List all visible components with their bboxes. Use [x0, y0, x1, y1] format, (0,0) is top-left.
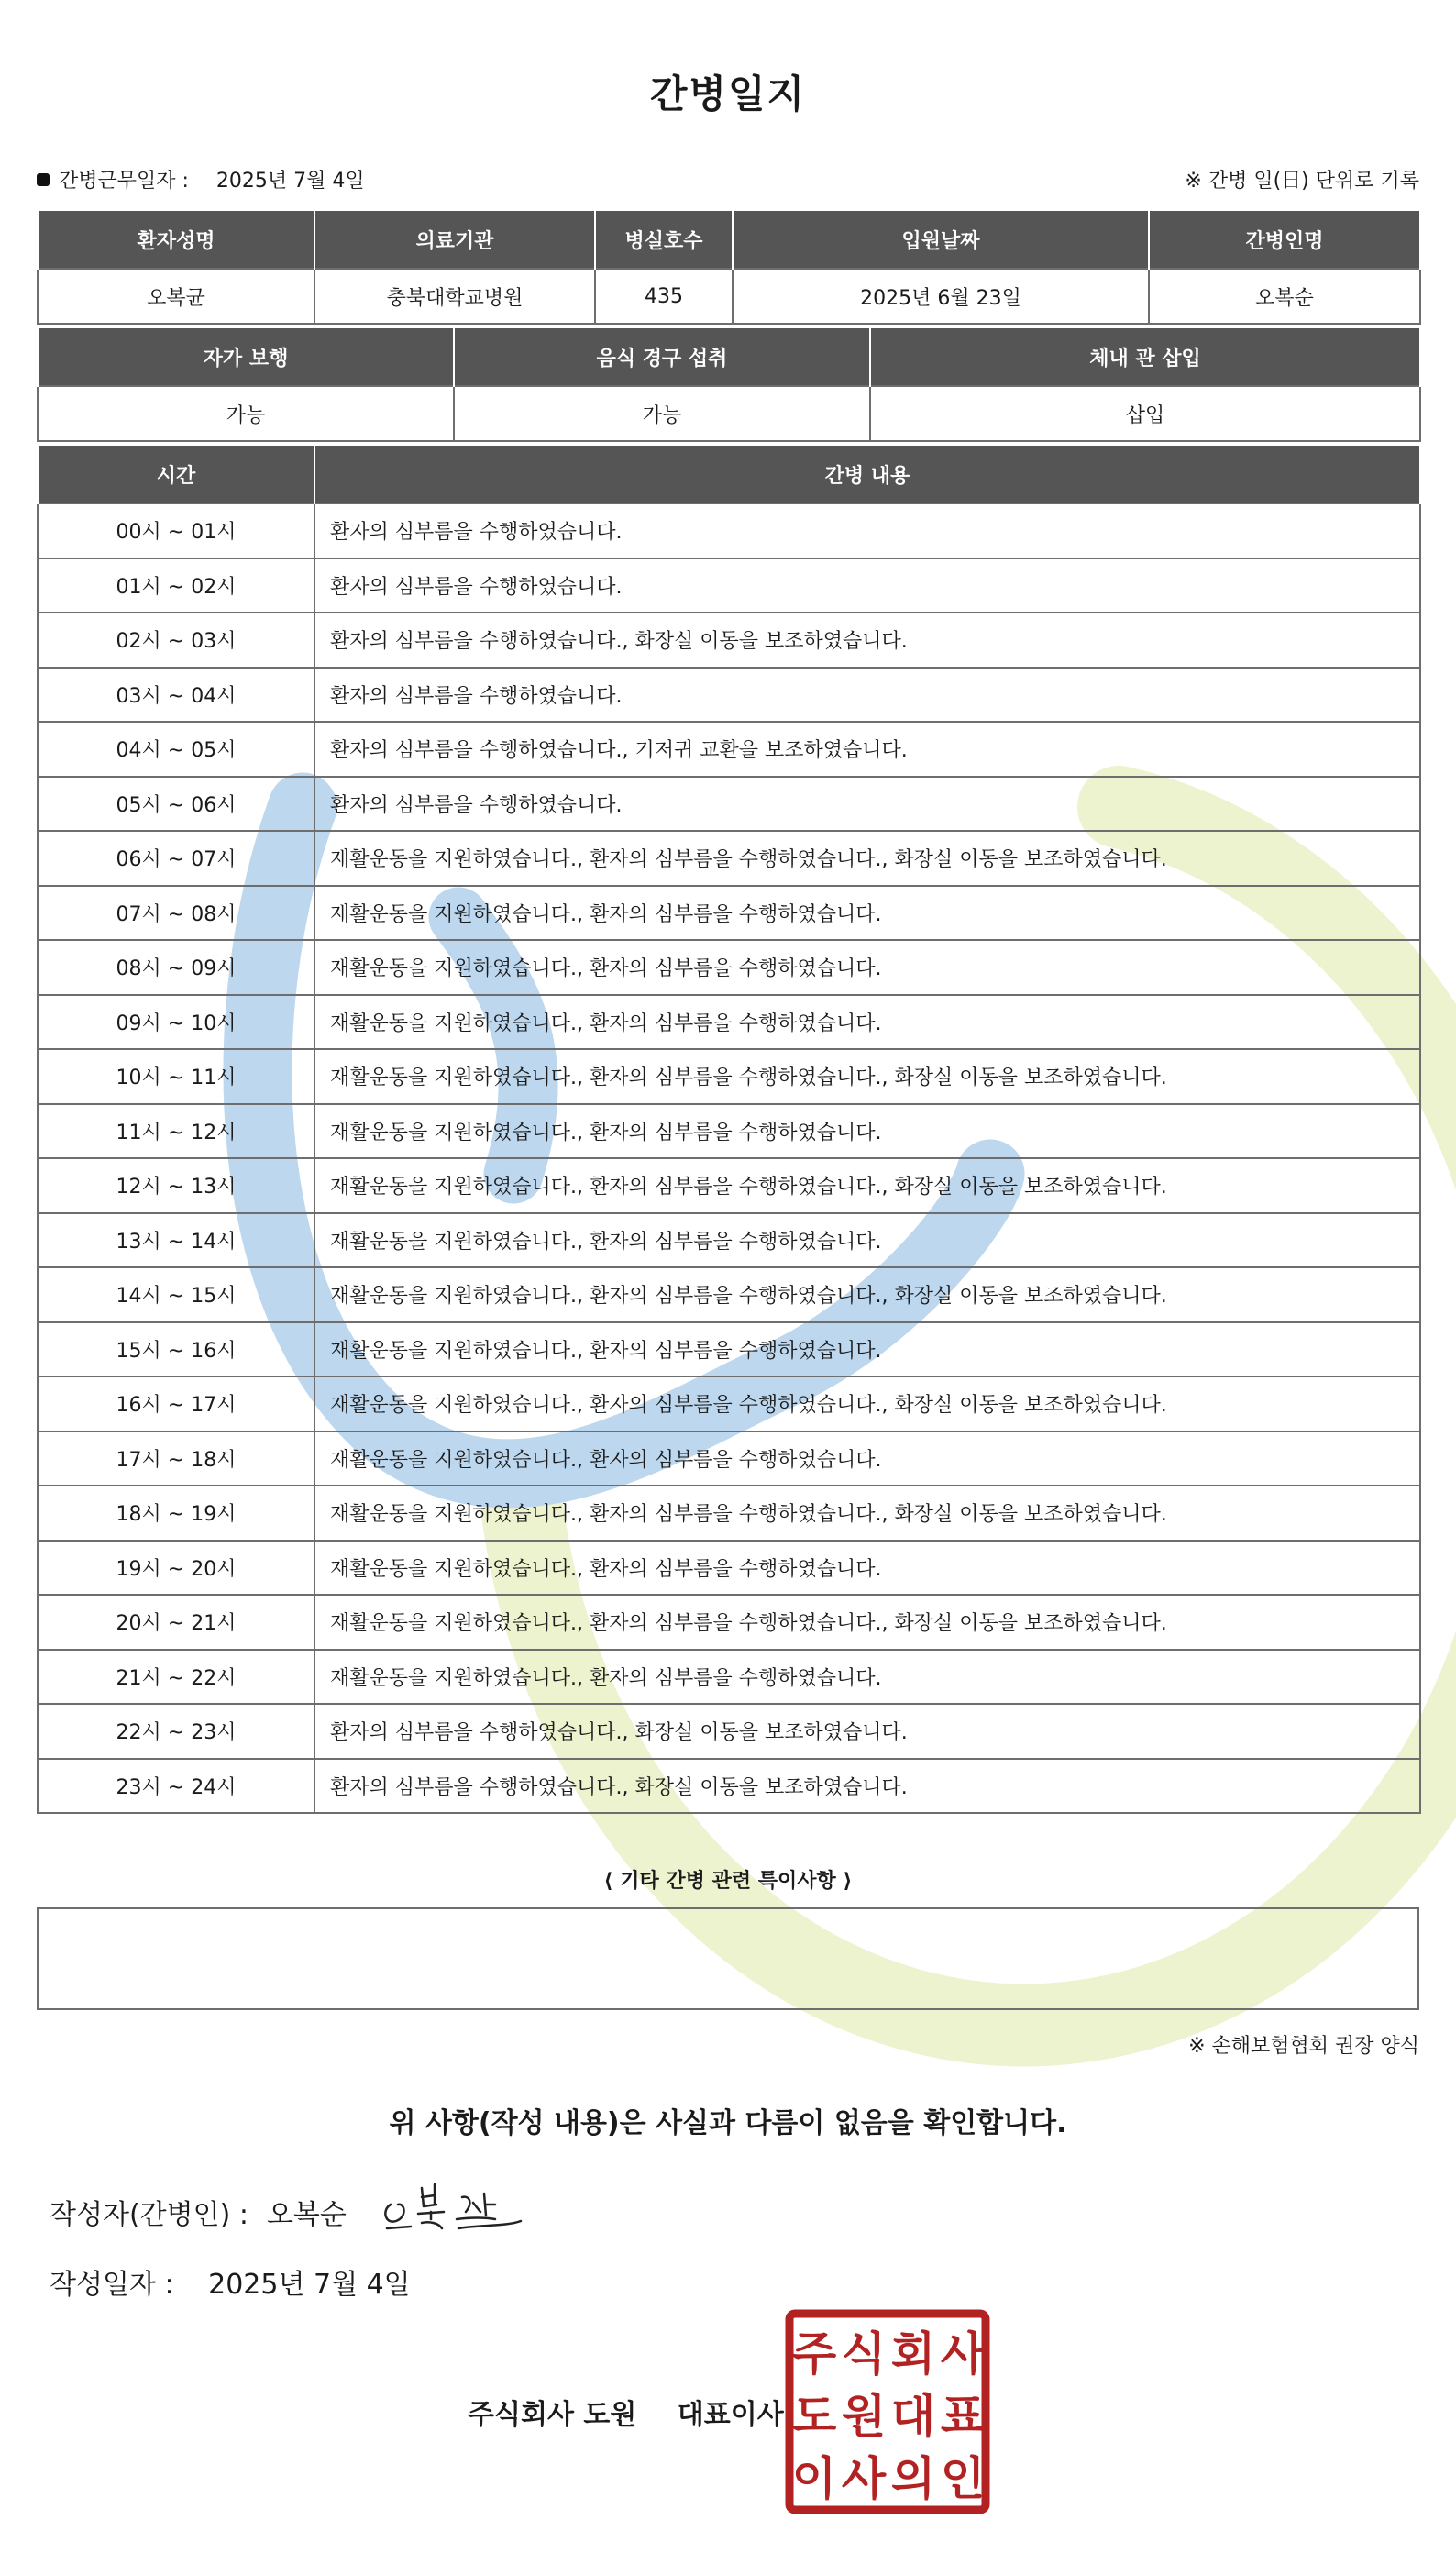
ceo-title: 대표이사 — [677, 2399, 784, 2431]
notes-title: ⟨ 기타 간병 관련 특이사항 ⟩ — [603, 1870, 853, 1893]
seal-character: 식 — [841, 2327, 887, 2381]
association-note: ※ 손해보험협회 권장 양식 — [1188, 2035, 1419, 2058]
log-content: 재활운동을 지원하였습니다., 환자의 심부름을 수행하였습니다., 화장실 이동을 보조하였습니다. — [314, 1595, 1420, 1650]
log-time: 09시 ~ 10시 — [38, 995, 314, 1050]
log-time: 13시 ~ 14시 — [38, 1213, 314, 1268]
log-header-row — [38, 446, 1420, 503]
status-value-row — [38, 386, 1420, 441]
log-time: 23시 ~ 24시 — [38, 1759, 314, 1814]
work-date — [37, 165, 365, 193]
seal-character: 표 — [940, 2390, 986, 2443]
room-number-header: 병실호수 — [595, 211, 733, 269]
admission-date: 2025년 6월 23일 — [733, 269, 1149, 324]
self-walking: 가능 — [38, 386, 454, 441]
log-content: 재활운동을 지원하였습니다., 환자의 심부름을 수행하였습니다. — [314, 1431, 1420, 1486]
time-header: 시간 — [38, 446, 314, 503]
log-row — [38, 1759, 1420, 1814]
log-time: 06시 ~ 07시 — [38, 831, 314, 886]
log-content: 환자의 심부름을 수행하였습니다., 화장실 이동을 보조하였습니다. — [314, 1704, 1420, 1759]
log-time: 14시 ~ 15시 — [38, 1267, 314, 1322]
log-content: 재활운동을 지원하였습니다., 환자의 심부름을 수행하였습니다. — [314, 995, 1420, 1050]
log-row — [38, 777, 1420, 832]
seal-character: 대 — [890, 2390, 936, 2443]
log-row — [38, 1104, 1420, 1159]
log-time: 04시 ~ 05시 — [38, 722, 314, 777]
log-row — [38, 1376, 1420, 1431]
patient-info-table — [37, 211, 1421, 325]
log-row — [38, 1049, 1420, 1104]
log-row — [38, 558, 1420, 613]
log-time: 18시 ~ 19시 — [38, 1486, 314, 1541]
log-content: 재활운동을 지원하였습니다., 환자의 심부름을 수행하였습니다. — [314, 1104, 1420, 1159]
log-row — [38, 940, 1420, 995]
log-content: 환자의 심부름을 수행하였습니다. — [314, 558, 1420, 613]
log-content: 재활운동을 지원하였습니다., 환자의 심부름을 수행하였습니다., 화장실 이동을 보조하였습니다. — [314, 1158, 1420, 1213]
log-time: 03시 ~ 04시 — [38, 668, 314, 723]
log-time: 15시 ~ 16시 — [38, 1322, 314, 1377]
seal-character: 원 — [841, 2390, 887, 2443]
care-content-header: 간병 내용 — [314, 446, 1420, 503]
seal-character: 사 — [841, 2452, 887, 2505]
patient-value-row — [38, 269, 1420, 324]
log-body — [38, 503, 1420, 1813]
log-content: 재활운동을 지원하였습니다., 환자의 심부름을 수행하였습니다. — [314, 1650, 1420, 1705]
care-log-table — [37, 446, 1421, 1814]
log-content: 재활운동을 지원하였습니다., 환자의 심부름을 수행하였습니다., 화장실 이동을 보조하였습니다. — [314, 1049, 1420, 1104]
log-time: 21시 ~ 22시 — [38, 1650, 314, 1705]
log-row — [38, 886, 1420, 941]
log-content: 재활운동을 지원하였습니다., 환자의 심부름을 수행하였습니다. — [314, 886, 1420, 941]
oral-intake: 가능 — [454, 386, 870, 441]
patient-status-table — [37, 328, 1421, 442]
daily-record-note: ※ 간병 일(日) 단위로 기록 — [1185, 170, 1419, 193]
room-number: 435 — [595, 269, 733, 324]
writer-label: 작성자(간병인) : — [50, 2199, 248, 2231]
log-time: 02시 ~ 03시 — [38, 613, 314, 668]
log-time: 22시 ~ 23시 — [38, 1704, 314, 1759]
log-row — [38, 995, 1420, 1050]
notes-box — [37, 1907, 1419, 2010]
log-content: 환자의 심부름을 수행하였습니다., 화장실 이동을 보조하였습니다. — [314, 1759, 1420, 1814]
status-header-row — [38, 328, 1420, 386]
seal-character: 인 — [940, 2452, 986, 2505]
log-content: 환자의 심부름을 수행하였습니다. — [314, 503, 1420, 558]
log-row — [38, 1486, 1420, 1541]
seal-character: 의 — [890, 2452, 936, 2505]
tube-insertion-header: 체내 관 삽입 — [870, 328, 1420, 386]
seal-character: 도 — [791, 2390, 837, 2443]
square-bullet-icon — [37, 173, 50, 186]
caregiver-name-header: 간병인명 — [1149, 211, 1420, 269]
log-time: 11시 ~ 12시 — [38, 1104, 314, 1159]
oral-intake-header: 음식 경구 섭취 — [454, 328, 870, 386]
self-walking-header: 자가 보행 — [38, 328, 454, 386]
hospital-header: 의료기관 — [314, 211, 595, 269]
log-content: 환자의 심부름을 수행하였습니다. — [314, 668, 1420, 723]
log-content: 환자의 심부름을 수행하였습니다., 기저귀 교환을 보조하였습니다. — [314, 722, 1420, 777]
log-row — [38, 1650, 1420, 1705]
seal-character: 주 — [791, 2327, 837, 2381]
log-time: 00시 ~ 01시 — [38, 503, 314, 558]
log-row — [38, 1541, 1420, 1596]
log-content: 재활운동을 지원하였습니다., 환자의 심부름을 수행하였습니다., 화장실 이동을 보조하였습니다. — [314, 831, 1420, 886]
log-content: 재활운동을 지원하였습니다., 환자의 심부름을 수행하였습니다., 화장실 이동을 보조하였습니다. — [314, 1486, 1420, 1541]
seal-character: 회 — [890, 2327, 936, 2381]
work-date-label: 간병근무일자 : — [59, 170, 189, 193]
log-row — [38, 1704, 1420, 1759]
company-name: 주식회사 도원 — [468, 2399, 637, 2431]
written-date-value: 2025년 7월 4일 — [208, 2269, 411, 2301]
log-time: 19시 ~ 20시 — [38, 1541, 314, 1596]
log-time: 01시 ~ 02시 — [38, 558, 314, 613]
log-time: 12시 ~ 13시 — [38, 1158, 314, 1213]
writer-name: 오복순 — [266, 2199, 347, 2231]
log-content: 환자의 심부름을 수행하였습니다., 화장실 이동을 보조하였습니다. — [314, 613, 1420, 668]
log-row — [38, 831, 1420, 886]
log-time: 16시 ~ 17시 — [38, 1376, 314, 1431]
log-row — [38, 722, 1420, 777]
written-date-line — [50, 2261, 411, 2302]
meta-row — [37, 165, 1419, 198]
writer-line — [50, 2192, 347, 2232]
seal-character: 사 — [940, 2327, 986, 2381]
log-content: 재활운동을 지원하였습니다., 환자의 심부름을 수행하였습니다. — [314, 1541, 1420, 1596]
log-content: 재활운동을 지원하였습니다., 환자의 심부름을 수행하였습니다. — [314, 940, 1420, 995]
hospital: 충북대학교병원 — [314, 269, 595, 324]
log-row — [38, 1595, 1420, 1650]
caregiver-name: 오복순 — [1149, 269, 1420, 324]
confirmation-statement: 위 사항(작성 내용)은 사실과 다름이 없음을 확인합니다. — [389, 2107, 1067, 2139]
admission-date-header: 입원날짜 — [733, 211, 1149, 269]
log-content: 재활운동을 지원하였습니다., 환자의 심부름을 수행하였습니다., 화장실 이동을 보조하였습니다. — [314, 1376, 1420, 1431]
log-time: 20시 ~ 21시 — [38, 1595, 314, 1650]
handwritten-signature — [378, 2175, 524, 2239]
log-row — [38, 1431, 1420, 1486]
log-content: 재활운동을 지원하였습니다., 환자의 심부름을 수행하였습니다. — [314, 1213, 1420, 1268]
tube-insertion: 삽입 — [870, 386, 1420, 441]
log-content: 환자의 심부름을 수행하였습니다. — [314, 777, 1420, 832]
log-row — [38, 1158, 1420, 1213]
written-date-label: 작성일자 : — [50, 2269, 174, 2301]
log-row — [38, 1322, 1420, 1377]
patient-name-header: 환자성명 — [38, 211, 314, 269]
seal-character: 이 — [791, 2452, 837, 2505]
log-row — [38, 1267, 1420, 1322]
log-time: 10시 ~ 11시 — [38, 1049, 314, 1104]
patient-name: 오복균 — [38, 269, 314, 324]
company-seal — [785, 2309, 990, 2514]
work-date-value: 2025년 7월 4일 — [215, 170, 365, 193]
log-row — [38, 1213, 1420, 1268]
log-row — [38, 503, 1420, 558]
log-time: 17시 ~ 18시 — [38, 1431, 314, 1486]
company-signoff — [468, 2392, 784, 2432]
log-content: 재활운동을 지원하였습니다., 환자의 심부름을 수행하였습니다., 화장실 이동을 보조하였습니다. — [314, 1267, 1420, 1322]
log-row — [38, 668, 1420, 723]
log-time: 07시 ~ 08시 — [38, 886, 314, 941]
log-time: 05시 ~ 06시 — [38, 777, 314, 832]
log-row — [38, 613, 1420, 668]
page-title: 간병일지 — [649, 72, 807, 116]
log-time: 08시 ~ 09시 — [38, 940, 314, 995]
patient-header-row — [38, 211, 1420, 269]
log-content: 재활운동을 지원하였습니다., 환자의 심부름을 수행하였습니다. — [314, 1322, 1420, 1377]
